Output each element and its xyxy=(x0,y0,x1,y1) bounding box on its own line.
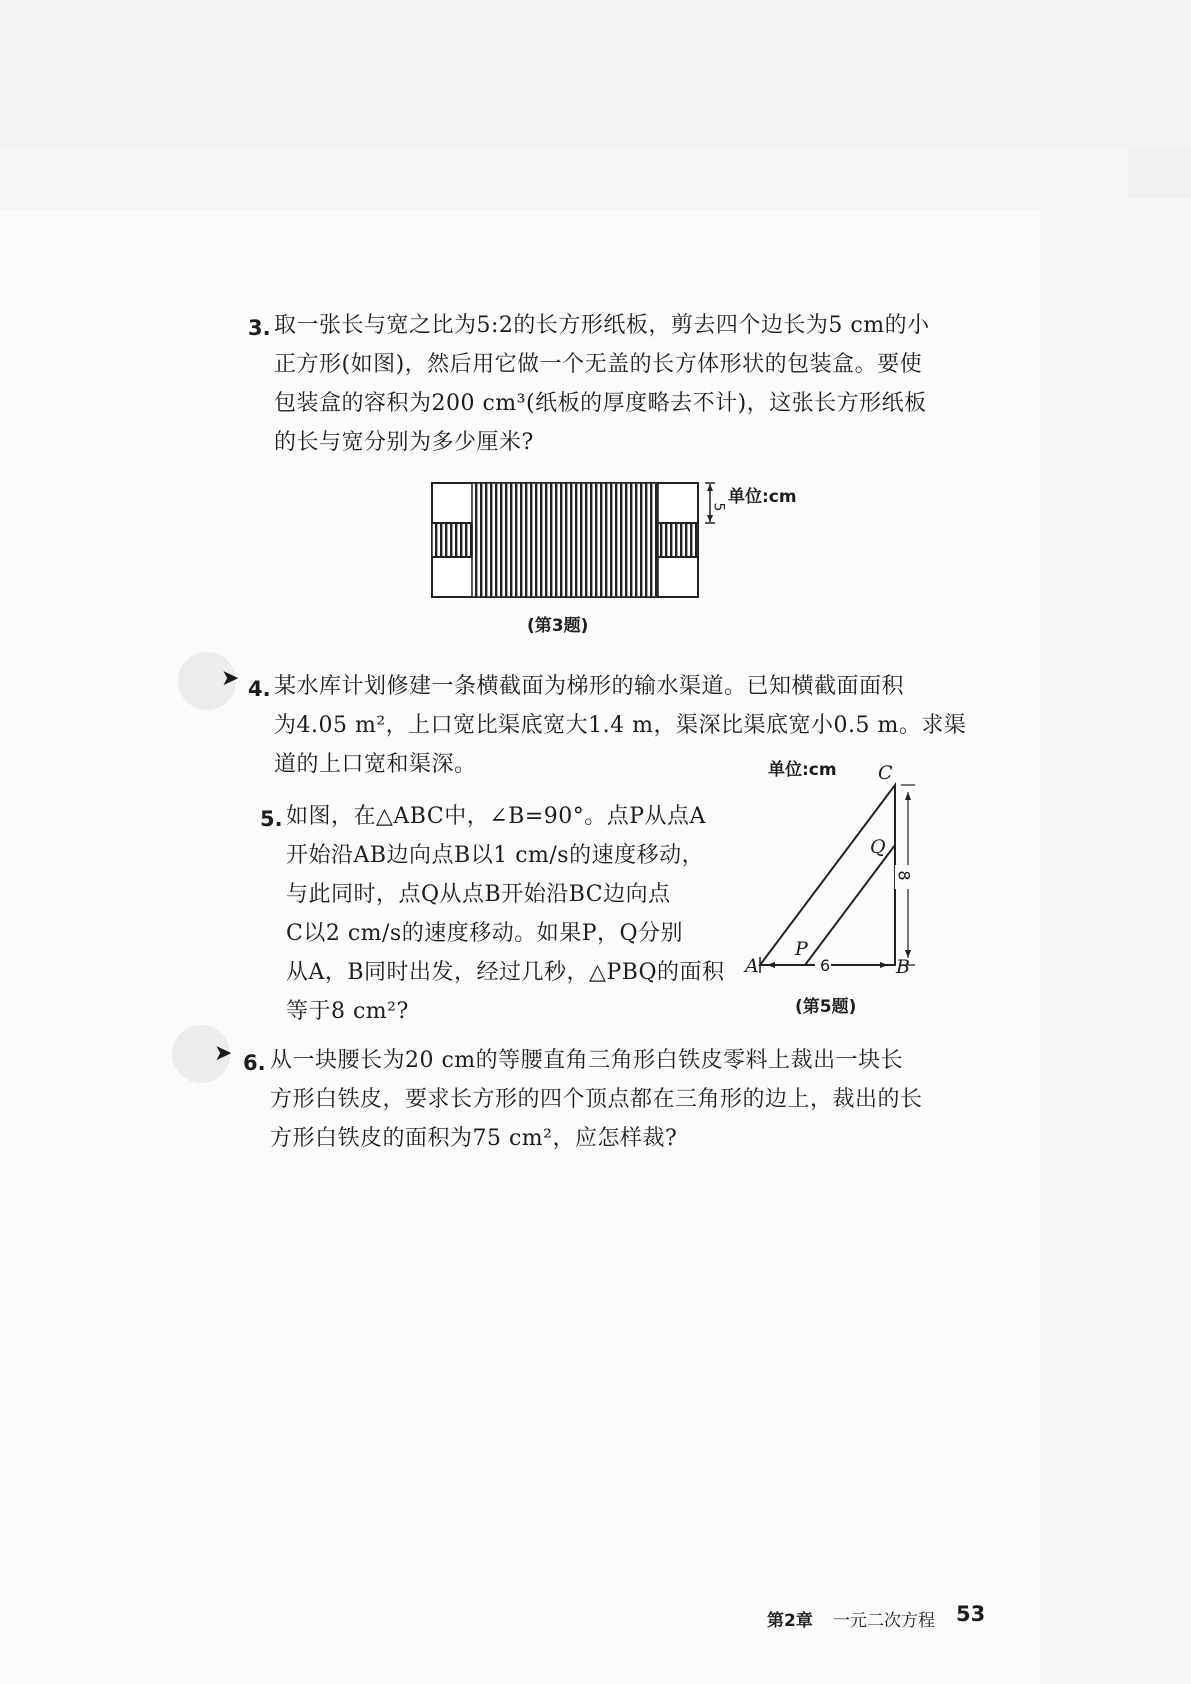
vertex-c-label: C xyxy=(878,762,893,784)
base-hatched-region xyxy=(472,483,658,597)
chapter-title: 一元二次方程 xyxy=(833,1611,935,1631)
corner-tab xyxy=(1128,150,1191,198)
vertex-b-label: B xyxy=(896,956,910,978)
problem-text-line: 为4.05 m²，上口宽比渠底宽大1.4 m，渠深比渠底宽小0.5 m。求渠 xyxy=(274,713,967,738)
problem-text-line: 如图，在△ABC中，∠B=90°。点P从点A xyxy=(286,804,706,829)
problem-number: 6. xyxy=(243,1051,266,1075)
problem-text-line: 与此同时，点Q从点B开始沿BC边向点 xyxy=(286,882,671,907)
vertex-a-label: A xyxy=(745,955,759,977)
problem-text-line: 等于8 cm²? xyxy=(286,999,409,1024)
problem-text-line: 方形白铁皮的面积为75 cm²，应怎样裁? xyxy=(270,1126,678,1151)
figure-3-dimension-label: 5 xyxy=(710,502,727,512)
arrow-pointer-icon: ➤ xyxy=(221,666,240,691)
triangle-pbq xyxy=(805,845,895,965)
top-margin xyxy=(0,0,1191,150)
problem-text-line: 取一张长与宽之比为5:2的长方形纸板，剪去四个边长为5 cm的小 xyxy=(274,313,930,338)
triangle-abc xyxy=(760,785,895,965)
figure-3-cardboard-diagram xyxy=(425,480,725,605)
right-flap xyxy=(658,523,698,557)
problem-text-line: 包装盒的容积为200 cm³(纸板的厚度略去不计)，这张长方形纸板 xyxy=(274,391,927,416)
problem-number: 5. xyxy=(260,807,283,831)
problem-text-line: 道的上口宽和渠深。 xyxy=(274,752,477,777)
problem-text-line: 某水库计划修建一条横截面为梯形的输水渠道。已知横截面面积 xyxy=(274,674,905,699)
problem-text-line: 的长与宽分别为多少厘米? xyxy=(274,430,534,455)
arrow-pointer-icon: ➤ xyxy=(214,1041,233,1066)
problem-number: 3. xyxy=(248,316,271,340)
problem-text-line: 从一块腰长为20 cm的等腰直角三角形白铁皮零料上裁出一块长 xyxy=(270,1048,904,1073)
ab-length-label: 6 xyxy=(820,956,831,975)
point-p-label: P xyxy=(795,938,808,960)
point-q-label: Q xyxy=(870,836,886,858)
figure-3-unit-label: 单位:cm xyxy=(728,487,797,507)
bc-length-label: 8 xyxy=(894,870,914,881)
problem-text-line: C以2 cm/s的速度移动。如果P，Q分别 xyxy=(286,921,684,946)
left-flap xyxy=(432,523,472,557)
chapter-label: 第2章 xyxy=(767,1611,813,1631)
problem-number: 4. xyxy=(248,677,271,701)
problem-text-line: 正方形(如图)，然后用它做一个无盖的长方体形状的包装盒。要使 xyxy=(274,352,923,377)
problem-text-line: 方形白铁皮，要求长方形的四个顶点都在三角形的边上，裁出的长 xyxy=(270,1087,923,1112)
page-number: 53 xyxy=(956,1602,986,1626)
figure-3-caption: (第3题) xyxy=(527,616,589,636)
figure-5-caption: (第5题) xyxy=(795,997,857,1017)
problem-text-line: 开始沿AB边向点B以1 cm/s的速度移动， xyxy=(286,843,705,868)
figure-5-unit-label: 单位:cm xyxy=(768,760,837,780)
problem-text-line: 从A，B同时出发，经过几秒，△PBQ的面积 xyxy=(286,960,725,985)
